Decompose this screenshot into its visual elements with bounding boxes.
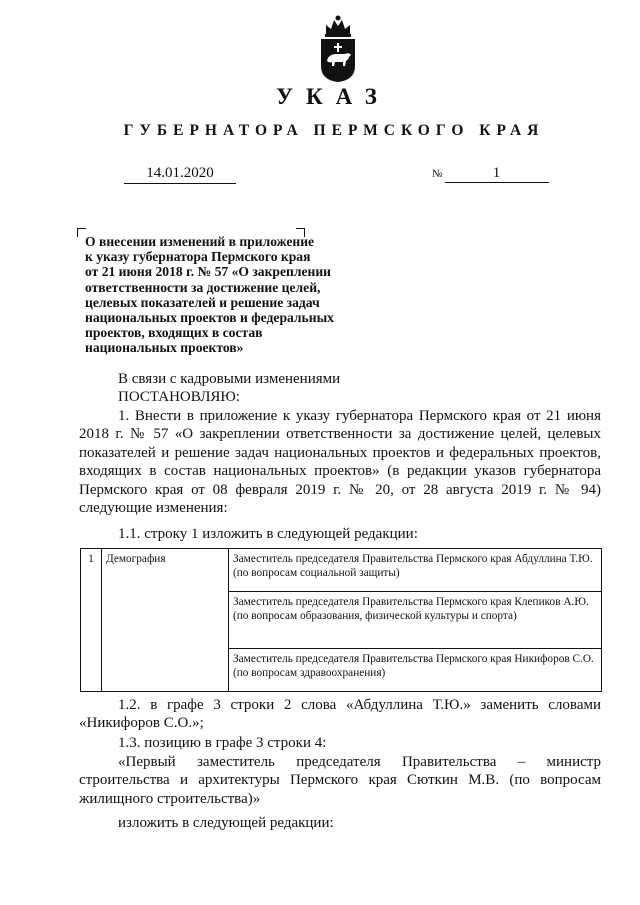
table-row	[81, 549, 602, 592]
table-cell-number: 1	[81, 549, 102, 692]
intro-paragraph: В связи с кадровыми изменениями	[118, 371, 341, 387]
quoted-position: «Первый заместитель председателя Правительства – министр строительства и архитектуры Пермского края Сюткин М.В. (по вопросам жилищного строительства)»	[79, 754, 601, 807]
table-cell-entry: Заместитель председателя Правительства Пермского края Никифоров С.О. (по вопросам здравоохранения)	[229, 649, 602, 692]
paragraph-1-1: 1.1. строку 1 изложить в следующей редакции:	[118, 526, 418, 542]
table-cell-entry: Заместитель председателя Правительства Пермского края Абдуллина Т.Ю. (по вопросам социальной защиты)	[229, 549, 602, 592]
document-title: УКАЗ	[276, 84, 390, 109]
coat-of-arms-icon	[318, 14, 358, 84]
paragraph-1: 1. Внести в приложение к указу губернатора Пермского края от 21 июня 2018 г. № 57 «О закреплении ответственности за достижение целей, целевых показателей и решение задач национальных проектов и федеральных проектов, входящих в состав национальных проектов» (в редакции указов губернатора Пермского края от 08 февраля 2019 г. № 20, от 28 августа 2019 г. № 94) следующие изменения:	[79, 408, 601, 517]
table-cell-entry: Заместитель председателя Правительства Пермского края Клепиков А.Ю. (по вопросам образования, физической культуры и спорта)	[229, 592, 602, 649]
document-heading: О внесении изменений в приложение к указу губернатора Пермского края от 21 июня 2018 г. № 57 «О закреплении ответственности за достижение целей, целевых показателей и решение задач национальных проектов и федеральных проектов, входящих в состав национальных проектов»	[85, 234, 334, 356]
resolve-word: ПОСТАНОВЛЯЮ:	[118, 389, 240, 405]
paragraph-1-3: 1.3. позицию в графе 3 строки 4:	[118, 735, 327, 751]
document-number: 1	[445, 165, 549, 183]
responsibility-table	[80, 548, 602, 692]
replace-instruction: изложить в следующей редакции:	[118, 815, 334, 831]
document-subtitle: ГУБЕРНАТОРА ПЕРМСКОГО КРАЯ	[123, 122, 545, 139]
table-cell-category: Демография	[102, 549, 229, 692]
document-number-block	[432, 165, 549, 183]
number-sign: №	[432, 168, 443, 180]
document-date: 14.01.2020	[124, 165, 236, 184]
paragraph-1-2: 1.2. в графе 3 строки 2 слова «Абдуллина Т.Ю.» заменить словами «Никифоров С.О.»;	[79, 697, 601, 732]
